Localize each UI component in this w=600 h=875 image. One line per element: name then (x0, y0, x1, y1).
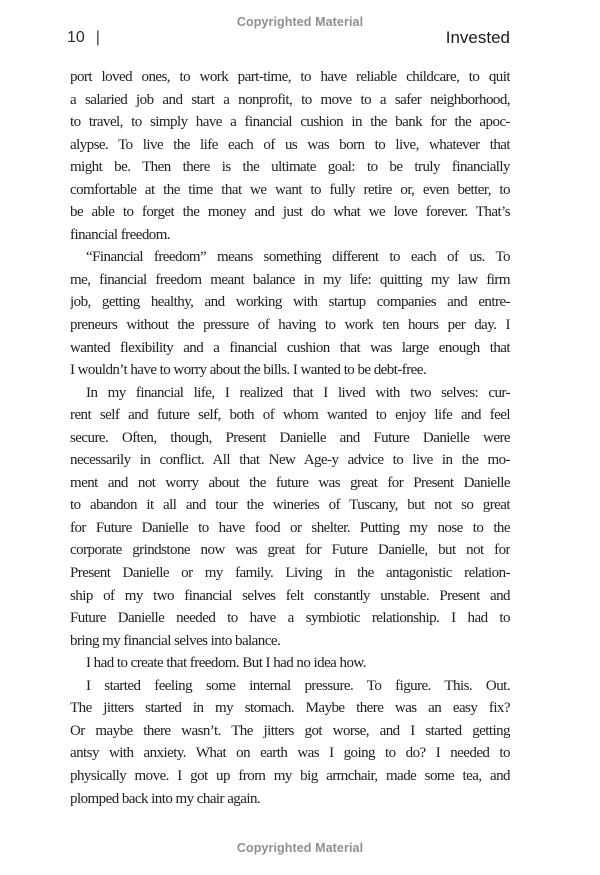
text-line: preneurs without the pressure of having to work ten hours per day. I (70, 317, 510, 334)
copyright-notice-bottom: Copyrighted Material (236, 841, 364, 855)
running-title: Invested (445, 28, 510, 47)
text-line: financial freedom. (70, 226, 171, 243)
paragraph (70, 66, 510, 246)
body-text (70, 66, 510, 810)
text-line: wanted flexibility and a financial cushion that was large enough that (70, 339, 510, 356)
text-line: Or maybe there wasn’t. The jitters got worse, and I started getting (70, 722, 510, 739)
text-line: corporate grindstone now was great for Future Danielle, but not for (70, 542, 510, 559)
text-line: might be. Then there is the ultimate goal: to be truly financially (70, 159, 510, 176)
text-line: physically move. I got up from my big armchair, made some tea, and (70, 767, 510, 784)
text-line: ment and not worry about the future was great for Present Danielle (70, 474, 510, 491)
text-line: to abandon it all and tour the wineries of Tuscany, but not so great (70, 497, 510, 514)
text-line: alypse. To live the life each of us was born to live, whatever that (70, 136, 510, 153)
text-line: In my financial life, I realized that I lived with two selves: cur- (86, 384, 510, 401)
header-separator: | (95, 29, 100, 46)
text-line: port loved ones, to work part-time, to have reliable childcare, to quit (70, 69, 510, 85)
text-line: for Future Danielle to have food or shelter. Putting my nose to the (70, 519, 510, 536)
text-line: I had to create that freedom. But I had no idea how. (86, 655, 366, 672)
text-line: plomped back into my chair again. (70, 790, 261, 807)
text-line: rent self and future self, both of whom wanted to enjoy life and feel (70, 407, 510, 424)
text-line: a salaried job and start a nonprofit, to move to a safer neighborhood, (70, 91, 510, 108)
text-line: antsy with anxiety. What on earth was I going to do? I needed to (70, 745, 510, 762)
copyright-notice-top: Copyrighted Material (236, 15, 364, 29)
text-line: Present Danielle or my family. Living in the antagonistic relation- (70, 565, 510, 582)
text-line: job, getting healthy, and working with startup companies and entre- (70, 294, 510, 311)
page-number: 10 (67, 29, 85, 46)
text-line: to travel, to simply have a financial cushion in the bank for the apoc- (70, 114, 510, 131)
paragraph (70, 675, 510, 810)
text-line: Future Danielle needed to have a symbiotic relationship. I had to (70, 610, 510, 627)
paragraph (70, 652, 510, 675)
text-line: necessarily in conflict. All that New Age-y advice to live in the mo- (70, 452, 510, 469)
text-line: I wouldn’t have to worry about the bills. I wanted to be debt-free. (70, 362, 427, 379)
text-line: “Financial freedom” means something different to each of us. To (86, 249, 510, 266)
text-line: bring my financial selves into balance. (70, 632, 281, 649)
text-line: The jitters started in my stomach. Maybe there was an easy fix? (70, 700, 510, 717)
text-line: secure. Often, though, Present Danielle and Future Danielle were (70, 429, 510, 446)
text-line: I started feeling some internal pressure. To figure. This. Out. (86, 677, 510, 694)
paragraph (70, 246, 510, 381)
text-line: ship of my two financial selves felt constantly unstable. Present and (70, 587, 510, 604)
text-line: me, financial freedom meant balance in my life: quitting my law firm (70, 271, 510, 288)
text-line: be able to forget the money and just do what we love forever. That’s (70, 204, 510, 221)
paragraph (70, 382, 510, 653)
text-line: comfortable at the time that we want to fully retire or, even better, to (70, 181, 510, 198)
page-header-left (67, 29, 100, 47)
